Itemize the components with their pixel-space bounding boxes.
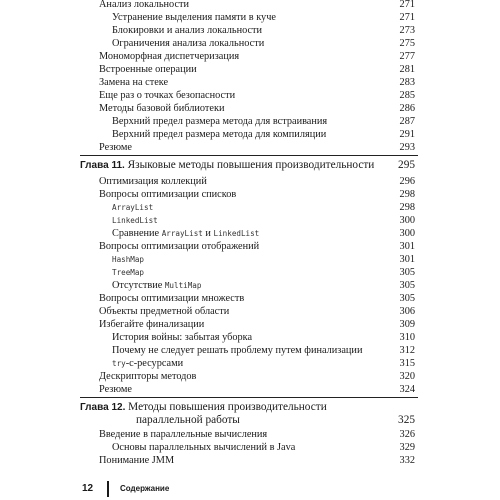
- toc-entry: Замена на стеке 283: [99, 77, 415, 88]
- toc-entry: HashMap 301: [112, 254, 415, 265]
- toc-entry: Основы параллельных вычислений в Java 329: [112, 442, 415, 453]
- toc-entry: Верхний предел размера метода для встраивания 287: [112, 116, 415, 127]
- toc-entry: Методы базовой библиотеки 286: [99, 103, 415, 114]
- toc-entry: Вопросы оптимизации списков 298: [99, 189, 415, 200]
- page-number: 12: [82, 483, 94, 494]
- toc-entry: Блокировки и анализ локальности 273: [112, 25, 415, 36]
- toc-entry: Резюме 324: [99, 384, 415, 395]
- toc-entry: Анализ локальности 271: [99, 0, 415, 10]
- toc-entry: Введение в параллельные вычисления 326: [99, 429, 415, 440]
- chapter-heading: Глава 12. Методы повышения производительности: [80, 401, 327, 413]
- toc-entry: Мономорфная диспетчеризация 277: [99, 51, 415, 62]
- toc-entry: Сравнение ArrayList и LinkedList 300: [112, 228, 415, 239]
- toc-entry: Ограничения анализа локальности 275: [112, 38, 415, 49]
- toc-entry: История войны: забытая уборка 310: [112, 332, 415, 343]
- chapter-rule: [80, 397, 418, 398]
- chapter-heading-continuation: параллельной работы 325: [136, 414, 415, 426]
- toc-entry: Резюме 293: [99, 142, 415, 153]
- toc-entry: Дескрипторы методов 320: [99, 371, 415, 382]
- chapter-label: Глава 12.: [80, 402, 126, 413]
- toc-entry: ArrayList 298: [112, 202, 415, 213]
- toc-entry: Почему не следует решать проблему путем финализации 312: [112, 345, 415, 356]
- toc-entry: Вопросы оптимизации множеств 305: [99, 293, 415, 304]
- toc-entry: Вопросы оптимизации отображений 301: [99, 241, 415, 252]
- footer-divider: [107, 481, 109, 497]
- chapter-heading: Глава 11. Языковые методы повышения производительности 295: [80, 159, 415, 171]
- toc-entry: Отсутствие MultiMap 305: [112, 280, 415, 291]
- section-title: Содержание: [120, 484, 170, 493]
- toc-entry: Понимание JMM 332: [99, 455, 415, 466]
- toc-entry: try-с-ресурсами 315: [112, 358, 415, 369]
- toc-entry: Верхний предел размера метода для компиляции 291: [112, 129, 415, 140]
- toc-entry: Еще раз о точках безопасности 285: [99, 90, 415, 101]
- toc-entry: Оптимизация коллекций 296: [99, 176, 415, 187]
- chapter-label: Глава 11.: [80, 160, 125, 171]
- toc-entry: LinkedList 300: [112, 215, 415, 226]
- toc-entry: Объекты предметной области 306: [99, 306, 415, 317]
- chapter-rule: [80, 155, 418, 156]
- toc-entry: Встроенные операции 281: [99, 64, 415, 75]
- page-footer: [0, 483, 500, 499]
- toc-entry: Устранение выделения памяти в куче 271: [112, 12, 415, 23]
- toc-entry: Избегайте финализации 309: [99, 319, 415, 330]
- toc-entry: TreeMap 305: [112, 267, 415, 278]
